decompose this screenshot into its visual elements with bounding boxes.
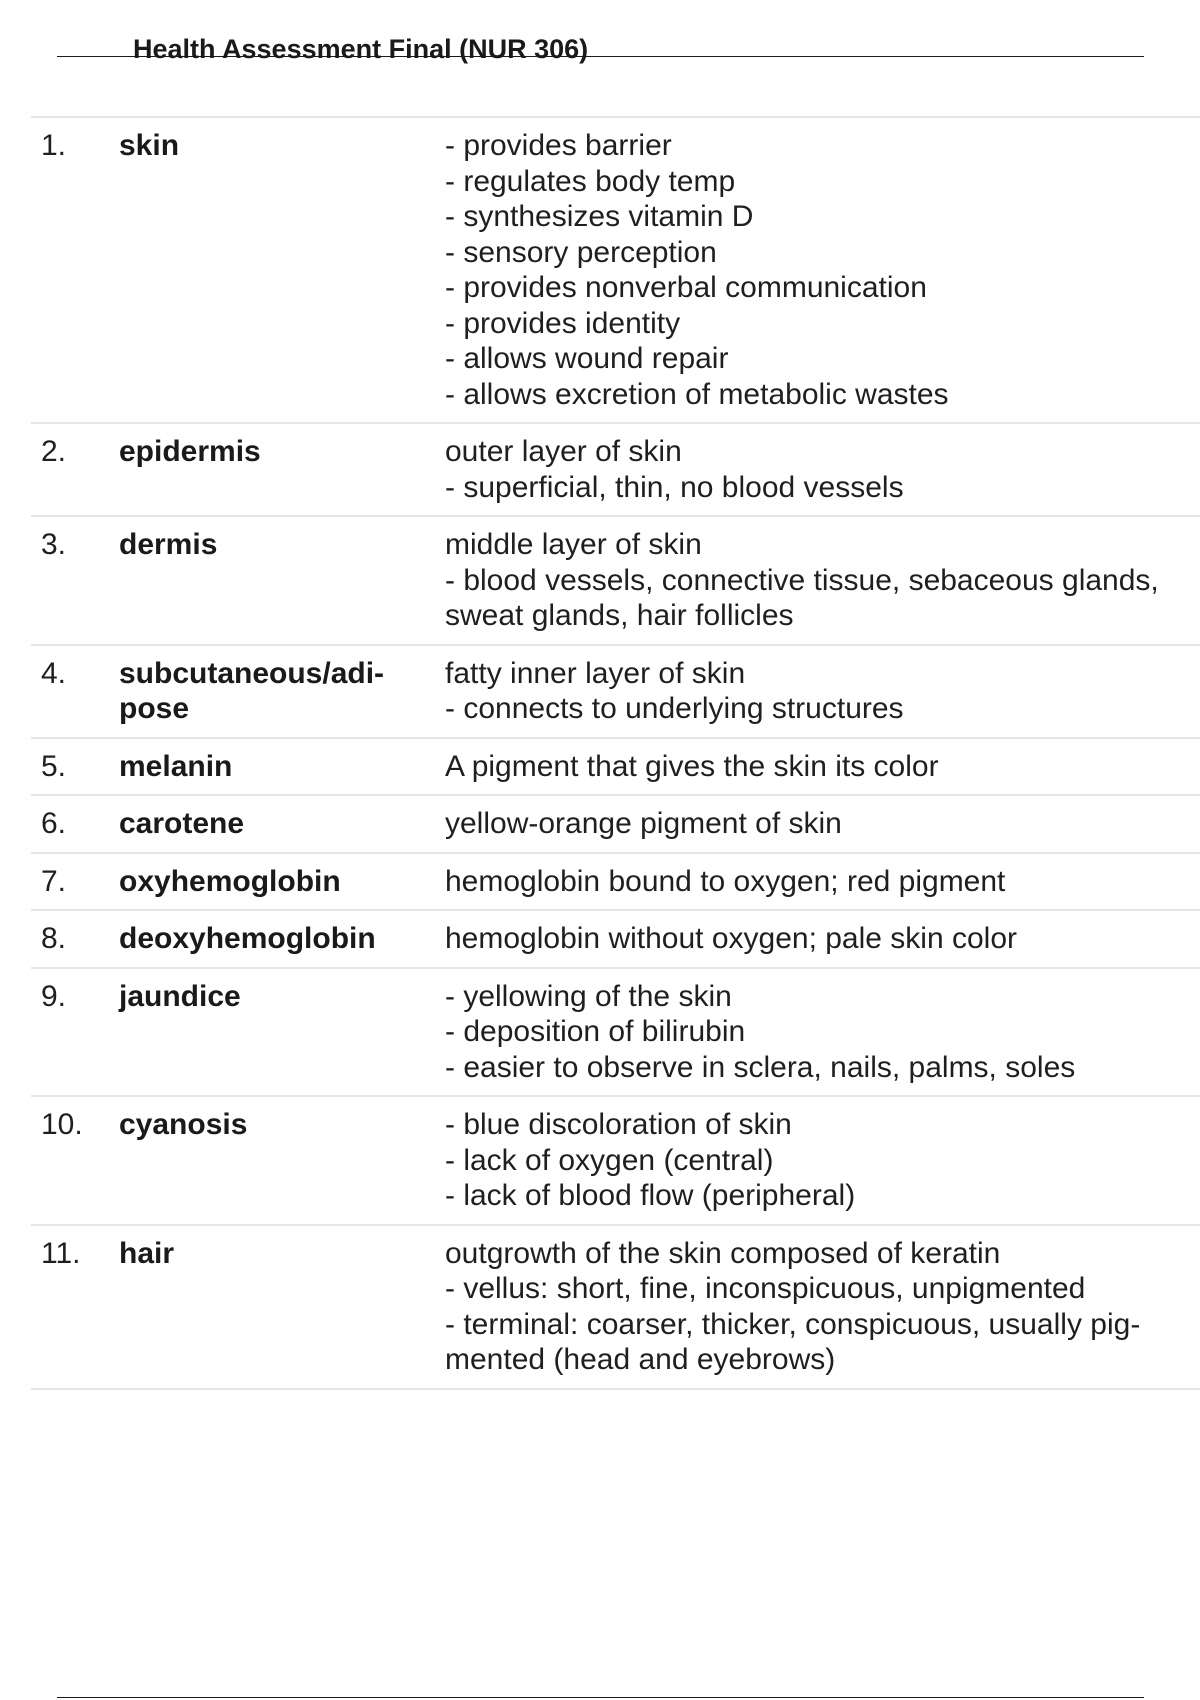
- definition-line: middle layer of skin: [445, 528, 702, 561]
- definition-line: - deposition of bilirubin: [445, 1015, 746, 1048]
- card-definition: [445, 434, 1200, 505]
- definition-line: - allows excretion of metabolic wastes: [445, 377, 949, 411]
- flashcard-list: [31, 116, 1200, 1390]
- card-term: hair: [119, 1236, 175, 1270]
- definition-line: sweat glands, hair follicles: [445, 599, 794, 632]
- card-definition: [445, 1236, 1200, 1378]
- card-term: oxyhemoglobin: [119, 864, 341, 898]
- definition-line: - sensory perception: [445, 235, 717, 269]
- definition-line: - superficial, thin, no blood vessels: [445, 470, 904, 504]
- card-definition: [445, 749, 1200, 785]
- card-definition: [445, 806, 1200, 842]
- card-number: 3.: [41, 528, 67, 561]
- flashcard-row: [31, 118, 1200, 424]
- definition-line: - lack of blood flow (peripheral): [445, 1179, 856, 1212]
- card-definition: [445, 527, 1200, 634]
- card-number: 5.: [41, 749, 67, 783]
- definition-line: mented (head and eyebrows): [445, 1343, 836, 1376]
- card-definition: [445, 864, 1200, 900]
- definition-line: outgrowth of the skin composed of keratin: [445, 1236, 1001, 1270]
- definition-line: yellow-orange pigment of skin: [445, 807, 842, 840]
- card-term: skin: [119, 129, 180, 162]
- flashcard-row: [31, 646, 1200, 739]
- card-term: dermis: [119, 528, 218, 561]
- flashcard-row: [31, 911, 1200, 969]
- card-number: 4.: [41, 656, 67, 690]
- card-definition: [445, 128, 1200, 412]
- card-term: epidermis: [119, 435, 261, 468]
- flashcard-row: [31, 969, 1200, 1098]
- flashcard-row: [31, 1226, 1200, 1390]
- footer-rule: [57, 1697, 1144, 1698]
- card-definition: [445, 656, 1200, 727]
- definition-line: - provides barrier: [445, 129, 672, 162]
- card-number: 11.: [41, 1236, 81, 1270]
- card-number: 2.: [41, 435, 67, 468]
- definition-line: outer layer of skin: [445, 435, 682, 468]
- card-number: 7.: [41, 864, 67, 898]
- card-term: subcutaneous/adi- pose: [119, 656, 385, 725]
- card-term: carotene: [119, 807, 245, 840]
- card-term: jaundice: [119, 979, 241, 1013]
- definition-line: A pigment that gives the skin its color: [445, 749, 939, 783]
- definition-line: - synthesizes vitamin D: [445, 200, 754, 233]
- card-number: 10.: [41, 1108, 83, 1141]
- definition-line: - provides identity: [445, 306, 681, 340]
- card-definition: [445, 1107, 1200, 1214]
- definition-line: hemoglobin bound to oxygen; red pigment: [445, 864, 1006, 898]
- definition-line: - connects to underlying structures: [445, 692, 904, 725]
- definition-line: fatty inner layer of skin: [445, 656, 746, 690]
- card-number: 6.: [41, 807, 67, 840]
- card-term: deoxyhemoglobin: [119, 922, 376, 955]
- card-number: 8.: [41, 922, 67, 955]
- page-header: [57, 30, 1144, 66]
- definition-line: - easier to observe in sclera, nails, palms, soles: [445, 1050, 1076, 1084]
- card-number: 9.: [41, 979, 67, 1013]
- card-term: melanin: [119, 749, 233, 783]
- card-definition: [445, 921, 1200, 957]
- flashcard-row: [31, 796, 1200, 854]
- flashcard-row: [31, 739, 1200, 797]
- definition-line: - allows wound repair: [445, 342, 729, 375]
- definition-line: - lack of oxygen (central): [445, 1143, 774, 1177]
- flashcard-row: [31, 517, 1200, 646]
- card-definition: [445, 979, 1200, 1086]
- card-number: 1.: [41, 129, 67, 162]
- definition-line: - vellus: short, fine, inconspicuous, unpigmented: [445, 1272, 1086, 1305]
- definition-line: - blue discoloration of skin: [445, 1108, 792, 1141]
- flashcard-row: [31, 424, 1200, 517]
- card-term: cyanosis: [119, 1108, 248, 1141]
- definition-line: - regulates body temp: [445, 164, 736, 198]
- definition-line: - blood vessels, connective tissue, sebaceous glands,: [445, 563, 1159, 597]
- definition-line: - terminal: coarser, thicker, conspicuous, usually pig-: [445, 1307, 1141, 1341]
- flashcard-row: [31, 854, 1200, 912]
- flashcard-row: [31, 1097, 1200, 1226]
- page-title: Health Assessment Final (NUR 306): [133, 34, 589, 64]
- definition-line: - provides nonverbal communication: [445, 271, 927, 304]
- definition-line: - yellowing of the skin: [445, 979, 732, 1013]
- definition-line: hemoglobin without oxygen; pale skin color: [445, 922, 1018, 955]
